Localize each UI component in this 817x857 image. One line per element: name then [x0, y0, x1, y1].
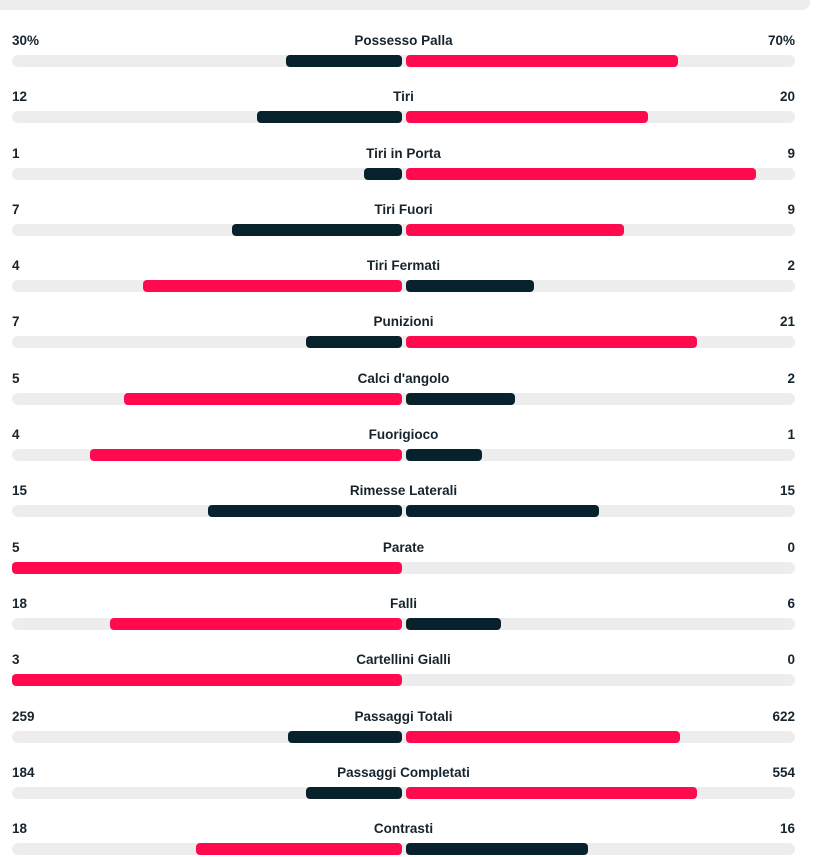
- stat-row: [12, 258, 795, 314]
- stat-bar-track: [12, 111, 795, 123]
- stat-label: Possesso Palla: [354, 33, 453, 48]
- stat-label: Punizioni: [373, 314, 434, 330]
- stat-bar-track: [12, 224, 795, 236]
- stat-header: [12, 427, 795, 443]
- away-value: 9: [787, 201, 795, 217]
- stat-row: [12, 765, 795, 821]
- stat-row: [12, 821, 795, 857]
- home-bar: [306, 336, 402, 348]
- stat-row: [12, 540, 795, 596]
- stat-header: [12, 314, 795, 330]
- home-bar: [208, 505, 402, 517]
- stat-bar-track: [12, 843, 795, 855]
- home-bar: [196, 843, 401, 855]
- stat-row: [12, 652, 795, 708]
- home-value: 7: [12, 314, 20, 330]
- away-bar: [406, 224, 624, 236]
- stat-bar-track: [12, 55, 795, 67]
- stat-header: [12, 146, 795, 162]
- stat-row: [12, 709, 795, 765]
- home-bar: [364, 168, 401, 180]
- home-bar: [143, 280, 402, 292]
- stat-label: Falli: [389, 595, 417, 611]
- stat-label: Fuorigioco: [368, 427, 439, 443]
- home-value: 30%: [12, 33, 40, 48]
- home-value: 259: [12, 708, 35, 724]
- stat-row: [12, 596, 795, 652]
- stat-header: [12, 765, 795, 781]
- away-value: 70%: [767, 33, 795, 48]
- home-bar: [110, 618, 402, 630]
- away-bar: [406, 787, 698, 799]
- stat-label: Tiri Fuori: [374, 201, 433, 217]
- stat-header: [12, 821, 795, 837]
- stat-label: Parate: [382, 539, 425, 555]
- away-bar: [406, 449, 482, 461]
- away-bar: [406, 618, 502, 630]
- away-value: 1: [787, 427, 795, 443]
- home-value: 7: [12, 201, 20, 217]
- away-bar: [406, 393, 516, 405]
- stat-row: [12, 33, 795, 89]
- stat-bar-track: [12, 731, 795, 743]
- stat-bar-track: [12, 280, 795, 292]
- stat-header: [12, 371, 795, 387]
- stat-row: [12, 483, 795, 539]
- stat-label: Passaggi Completati: [337, 764, 470, 780]
- stat-header: [12, 652, 795, 668]
- stat-header: [12, 202, 795, 218]
- stat-label: Contrasti: [373, 821, 434, 837]
- stat-bar-track: [12, 336, 795, 348]
- stat-bar-track: [12, 787, 795, 799]
- stat-row: [12, 314, 795, 370]
- stat-label: Passaggi Totali: [354, 708, 453, 724]
- stat-label: Cartellini Gialli: [356, 652, 451, 668]
- away-bar: [406, 731, 680, 743]
- away-value: 21: [779, 314, 795, 330]
- stat-label: Rimesse Laterali: [349, 483, 458, 499]
- away-value: 0: [787, 539, 795, 555]
- home-value: 5: [12, 539, 20, 555]
- away-value: 15: [779, 483, 795, 499]
- away-value: 6: [787, 595, 795, 611]
- stat-bar-track: [12, 674, 795, 686]
- stat-header: [12, 540, 795, 556]
- home-bar: [288, 731, 401, 743]
- stat-label: Calci d'angolo: [357, 370, 450, 386]
- stat-row: [12, 89, 795, 145]
- home-value: 4: [12, 427, 20, 443]
- stat-bar-track: [12, 449, 795, 461]
- stat-header: [12, 33, 795, 49]
- home-value: 3: [12, 652, 20, 668]
- stat-label: Tiri in Porta: [366, 145, 441, 161]
- stat-label: Tiri Fermati: [366, 258, 441, 274]
- away-bar: [406, 843, 588, 855]
- stat-header: [12, 483, 795, 499]
- away-bar: [406, 336, 698, 348]
- away-bar: [406, 168, 756, 180]
- stat-label: Tiri: [393, 89, 414, 105]
- home-bar: [12, 674, 402, 686]
- home-value: 1: [12, 145, 20, 161]
- home-bar: [232, 224, 401, 236]
- home-value: 18: [12, 595, 28, 611]
- home-bar: [286, 55, 401, 67]
- away-bar: [406, 111, 649, 123]
- away-value: 20: [779, 89, 795, 105]
- home-value: 4: [12, 258, 20, 274]
- stats-list: [0, 10, 817, 857]
- home-value: 18: [12, 821, 28, 837]
- home-value: 184: [12, 764, 35, 780]
- stat-bar-track: [12, 393, 795, 405]
- away-value: 554: [772, 764, 795, 780]
- away-bar: [406, 505, 600, 517]
- stat-header: [12, 258, 795, 274]
- stat-bar-track: [12, 618, 795, 630]
- away-bar: [406, 55, 678, 67]
- away-bar: [406, 280, 534, 292]
- home-bar: [90, 449, 401, 461]
- stat-bar-track: [12, 562, 795, 574]
- away-value: 2: [787, 258, 795, 274]
- away-value: 16: [779, 821, 795, 837]
- away-value: 0: [787, 652, 795, 668]
- stat-row: [12, 202, 795, 258]
- home-value: 5: [12, 370, 20, 386]
- home-bar: [12, 562, 402, 574]
- stat-bar-track: [12, 168, 795, 180]
- home-value: 15: [12, 483, 28, 499]
- stat-bar-track: [12, 505, 795, 517]
- stat-header: [12, 596, 795, 612]
- away-value: 9: [787, 145, 795, 161]
- stat-header: [12, 89, 795, 105]
- home-bar: [124, 393, 402, 405]
- home-bar: [306, 787, 402, 799]
- away-value: 2: [787, 370, 795, 386]
- stat-row: [12, 371, 795, 427]
- cropped-previous-bar: [0, 0, 810, 10]
- stat-row: [12, 427, 795, 483]
- away-value: 622: [772, 708, 795, 724]
- home-bar: [257, 111, 402, 123]
- stat-header: [12, 709, 795, 725]
- stat-row: [12, 146, 795, 202]
- home-value: 12: [12, 89, 28, 105]
